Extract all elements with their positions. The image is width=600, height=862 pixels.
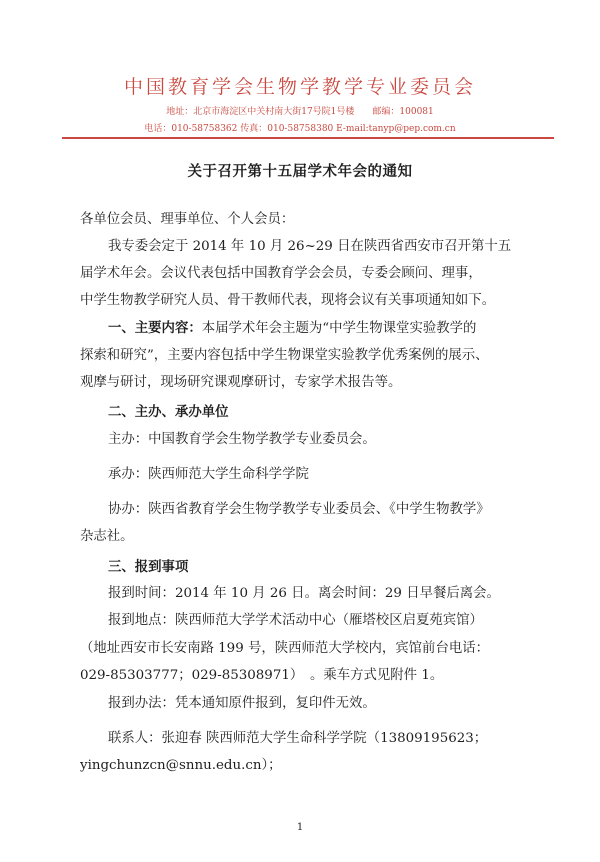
page-number: 1 [296,822,304,833]
contact-person-line: 联系人：张迎春 陕西师范大学生命科学学院（13809195623； [108,731,488,746]
organizer-line: 承办：陕西师范大学生命科学学院 [108,467,309,482]
section1-line-3: 观摩与研讨，现场研究课观摩研讨，专家学术报告等。 [80,375,402,390]
co-organizer-line: 协办：陕西省教育学会生物学教学专业委员会、《中学生物教学》 [108,502,490,517]
intro-line-1: 我专委会定于 2014 年 10 月 26~29 日在陕西省西安市召开第十五 [108,239,512,254]
letterhead-contacts: 电话：010-58758362 传真：010-58758380 E-mail:tanyp@pep.com.cn [144,124,456,134]
section3-heading: 三、报到事项 [108,559,189,575]
document-title: 关于召开第十五届学术年会的通知 [187,163,413,180]
checkin-method-line: 报到办法：凭本通知原件报到，复印件无效。 [108,696,376,711]
section1-line-2: 探索和研究”，主要内容包括中学生物课堂实验教学优秀案例的展示、 [80,348,489,363]
contact-email-line: yingchunzcn@snnu.edu.cn）； [80,758,282,773]
co-organizer-line-cont: 杂志社。 [80,529,134,544]
checkin-time-line: 报到时间：2014 年 10 月 26 日。离会时间：29 日早餐后离会。 [108,586,500,601]
section1-line-1 [108,318,476,339]
salutation: 各单位会员、理事单位、个人会员： [80,212,295,227]
section2-heading: 二、主办、承办单位 [108,404,229,420]
letterhead-divider [62,137,554,139]
checkin-place-cont-2: 029-85303777；029-85308971） 。乘车方式见附件 1。 [80,668,444,683]
letterhead-address: 地址：北京市海淀区中关村南大街17号院1号楼 邮编：100081 [166,107,434,117]
section1-heading: 一、主要内容： [108,320,202,336]
letterhead-org-name: 中国教育学会生物学教学专业委员会 [123,76,476,98]
intro-line-2: 届学术年会。会议代表包括中国教育学会会员，专委会顾问、理事， [80,266,482,281]
host-line: 主办：中国教育学会生物学教学专业委员会。 [108,432,376,447]
checkin-place-cont-1: （地址西安市长安南路 199 号，陕西师范大学校内，宾馆前台电话： [80,641,490,656]
checkin-place-line: 报到地点：陕西师范大学学术活动中心（雁塔校区启夏苑宾馆） [108,613,483,628]
section1-text: 本届学术年会主题为“中学生物课堂实验教学的 [201,321,477,336]
intro-line-3: 中学生物教学研究人员、骨干教师代表，现将会议有关事项通知如下。 [80,293,496,308]
